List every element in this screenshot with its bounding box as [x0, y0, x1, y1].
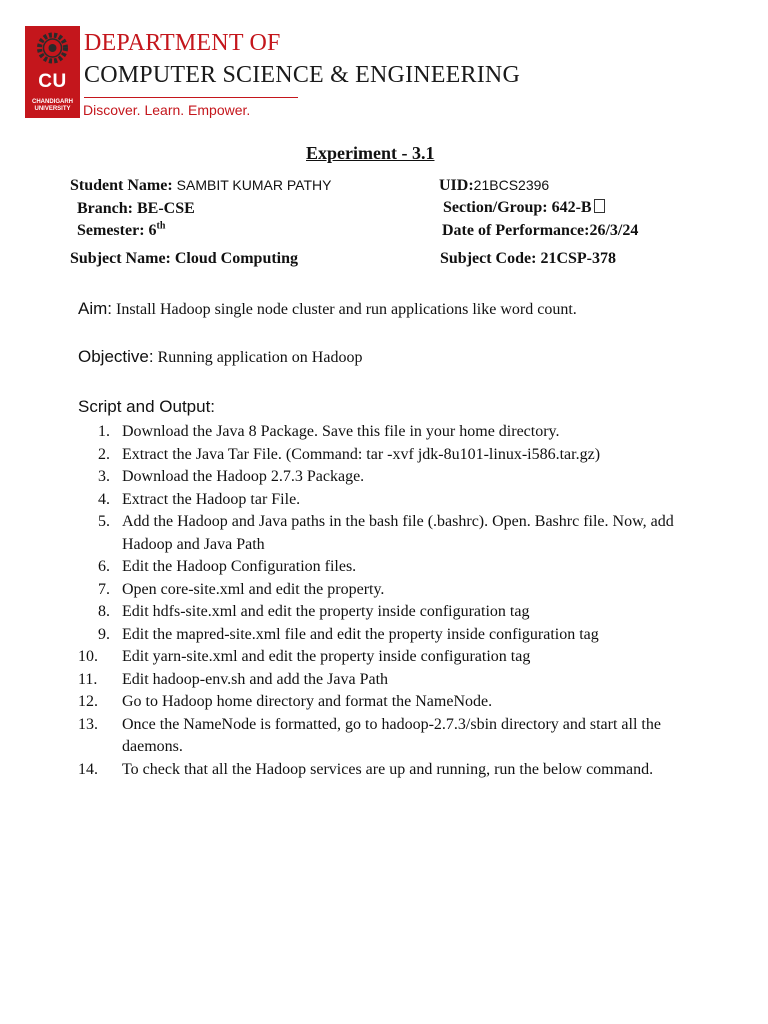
step-number: 12. — [78, 693, 98, 710]
uid-value: 21BCS2396 — [473, 177, 550, 193]
step-text: Extract the Java Tar File. (Command: tar -xvf jdk-8u101-linux-i586.tar.gz) — [122, 445, 601, 463]
logo-cu-text: CU — [38, 71, 67, 92]
step-number: 4. — [98, 490, 110, 508]
step-text: Once the NameNode is formatted, go to hadoop-2.7.3/sbin directory and start all the daemons. — [122, 715, 661, 755]
step-text: Extract the Hadoop tar File. — [122, 490, 301, 508]
list-item — [78, 466, 678, 489]
university-tagline: Discover. Learn. Empower. — [83, 102, 251, 118]
list-item — [78, 579, 678, 602]
step-number: 1. — [98, 423, 110, 440]
step-number: 8. — [98, 603, 110, 620]
step-number: 5. — [98, 513, 110, 530]
aim-label: Aim: — [78, 299, 112, 318]
step-text: Download the Java 8 Package. Save this file in your home directory. — [122, 423, 560, 440]
script-section-heading — [78, 397, 215, 417]
list-item — [78, 421, 678, 444]
university-logo — [25, 26, 80, 118]
list-item — [78, 489, 678, 512]
section-text: Section/Group: 642-B — [443, 199, 592, 216]
step-number: 2. — [98, 445, 110, 463]
gear-emblem-icon — [25, 26, 80, 72]
date-of-performance: Date of Performance:26/3/24 — [442, 222, 639, 239]
department-title-line1: DEPARTMENT OF — [84, 30, 281, 56]
aim-text: Install Hadoop single node cluster and run applications like word count. — [116, 301, 577, 318]
step-number: 9. — [98, 625, 110, 643]
list-item — [78, 691, 678, 714]
list-item — [78, 714, 678, 759]
list-item — [78, 624, 678, 647]
step-number: 7. — [98, 580, 110, 598]
list-item — [78, 444, 678, 467]
date-row — [442, 222, 638, 240]
branch-text: Branch: BE-CSE — [77, 200, 195, 217]
step-text: Edit the Hadoop Configuration files. — [122, 558, 357, 575]
step-number: 13. — [78, 715, 98, 733]
step-text: Go to Hadoop home directory and format the NameNode. — [122, 693, 493, 710]
subject-code-row — [440, 250, 616, 268]
list-item — [78, 556, 678, 579]
subject-name-row — [70, 250, 298, 268]
step-number: 6. — [98, 558, 110, 575]
subject-code: Subject Code: 21CSP-378 — [440, 250, 616, 267]
step-text: Open core-site.xml and edit the property. — [122, 580, 385, 598]
steps-list — [78, 421, 678, 781]
semester-text: Semester: 6 — [77, 222, 157, 239]
student-name-value: SAMBIT KUMAR PATHY — [176, 177, 332, 193]
step-number: 14. — [78, 760, 98, 778]
student-name-label: Student Name: — [70, 177, 173, 194]
step-number: 11. — [78, 670, 98, 688]
step-text: Edit yarn-site.xml and edit the property inside configuration tag — [122, 648, 531, 665]
step-text: Download the Hadoop 2.7.3 Package. — [122, 468, 365, 485]
list-item — [78, 646, 678, 669]
step-number: 3. — [98, 468, 110, 485]
list-item — [78, 511, 678, 556]
semester-row — [77, 222, 165, 240]
branch-row — [77, 200, 195, 218]
subject-name: Subject Name: Cloud Computing — [70, 250, 299, 267]
uid-row — [439, 177, 549, 195]
script-label: Script and Output: — [78, 397, 216, 416]
step-text: Edit hadoop-env.sh and add the Java Path — [122, 670, 389, 688]
semester-superscript: th — [156, 220, 166, 232]
step-text: Edit the mapred-site.xml file and edit the property inside configuration tag — [122, 625, 599, 643]
header-divider — [84, 97, 298, 98]
objective-section — [78, 347, 362, 367]
step-number: 10. — [78, 648, 98, 665]
step-text: Add the Hadoop and Java paths in the bash file (.bashrc). Open. Bashrc file. Now, add Hadoop and Java Path — [122, 513, 674, 553]
list-item — [78, 669, 678, 692]
objective-text: Running application on Hadoop — [157, 349, 363, 366]
uid-label: UID: — [439, 177, 474, 194]
aim-section — [78, 299, 577, 319]
section-row — [443, 199, 605, 217]
experiment-title: Experiment - 3.1 — [306, 143, 435, 163]
step-text: To check that all the Hadoop services are up and running, run the below command. — [122, 760, 654, 778]
student-name-row — [70, 177, 331, 195]
list-item — [78, 759, 678, 782]
department-title-line2: COMPUTER SCIENCE & ENGINEERING — [84, 62, 520, 88]
step-text: Edit hdfs-site.xml and edit the property inside configuration tag — [122, 603, 530, 620]
objective-label: Objective: — [78, 347, 154, 366]
logo-university-text: CHANDIGARH UNIVERSITY — [32, 99, 73, 112]
missing-glyph-box — [594, 199, 605, 213]
list-item — [78, 601, 678, 624]
